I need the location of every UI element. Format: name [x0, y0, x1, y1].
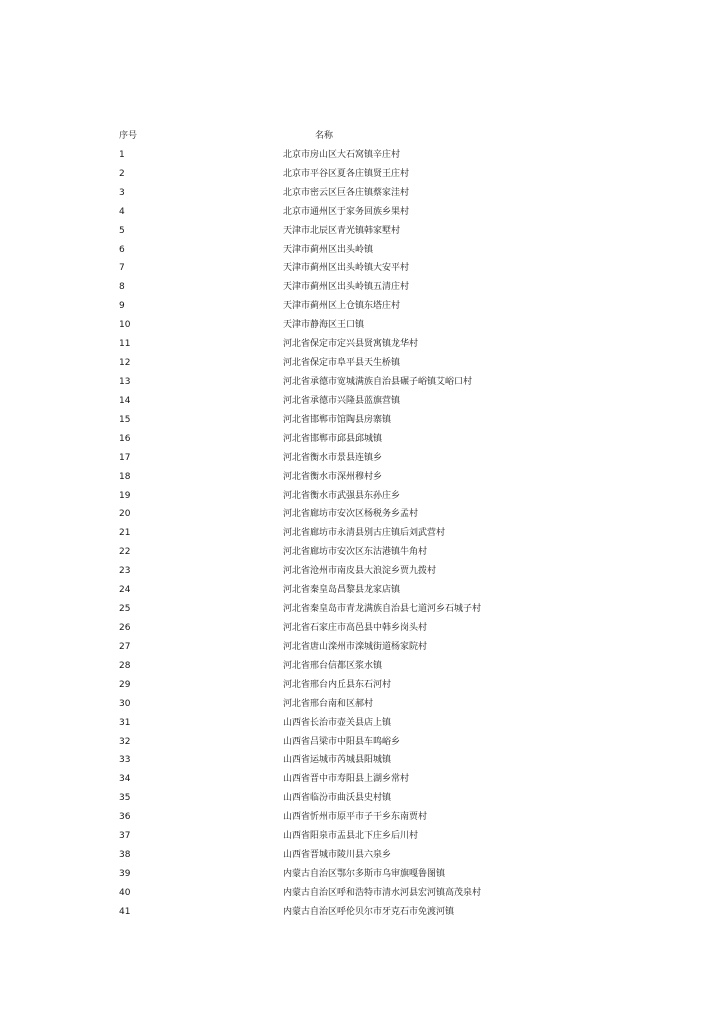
- row-seq: 8: [119, 282, 125, 293]
- table-row: [119, 146, 599, 165]
- row-name: 山西省长治市壶关县店上镇: [283, 717, 392, 728]
- row-name: 河北省秦皇岛昌黎县龙家店镇: [283, 585, 401, 596]
- table-row: [119, 335, 599, 354]
- table-row: [119, 505, 599, 524]
- row-seq: 10: [119, 320, 131, 331]
- row-name: 河北省邢台内丘县东石河村: [283, 679, 392, 690]
- row-seq: 20: [119, 509, 131, 520]
- table-row: [119, 449, 599, 468]
- table-row: [119, 846, 599, 865]
- row-name: 北京市通州区于家务回族乡果村: [283, 206, 410, 217]
- row-name: 河北省石家庄市高邑县中韩乡岗头村: [283, 622, 428, 633]
- row-seq: 19: [119, 490, 131, 501]
- row-name: 山西省忻州市原平市子干乡东南贾村: [283, 812, 428, 823]
- row-name: 河北省邢台信都区浆水镇: [283, 660, 383, 671]
- row-seq: 11: [119, 339, 131, 350]
- table-row: [119, 657, 599, 676]
- row-seq: 28: [119, 660, 131, 671]
- header-seq: 序号: [119, 131, 138, 141]
- table-row: [119, 468, 599, 487]
- table-row: [119, 165, 599, 184]
- row-seq: 32: [119, 736, 131, 747]
- row-seq: 30: [119, 698, 131, 709]
- row-seq: 16: [119, 433, 131, 444]
- row-seq: 38: [119, 850, 131, 861]
- row-name: 内蒙古自治区鄂尔多斯市乌审旗嘎鲁图镇: [283, 868, 446, 879]
- table-row: [119, 354, 599, 373]
- table-row: [119, 581, 599, 600]
- row-seq: 5: [119, 225, 125, 236]
- row-seq: 22: [119, 547, 131, 558]
- table-row: [119, 751, 599, 770]
- row-seq: 1: [119, 149, 125, 160]
- table-row: [119, 600, 599, 619]
- table-row: [119, 827, 599, 846]
- row-name: 山西省吕梁市中阳县车鸣峪乡: [283, 736, 401, 747]
- row-seq: 26: [119, 622, 131, 633]
- row-seq: 40: [119, 887, 131, 898]
- row-seq: 3: [119, 187, 125, 198]
- row-seq: 2: [119, 168, 125, 179]
- row-name: 山西省晋城市陵川县六泉乡: [283, 850, 392, 861]
- row-seq: 7: [119, 263, 125, 274]
- table-body: [119, 146, 599, 922]
- row-name: 北京市密云区巨各庄镇蔡家洼村: [283, 187, 410, 198]
- table-row: [119, 430, 599, 449]
- row-seq: 27: [119, 641, 131, 652]
- row-name: 河北省廊坊市安次区东沽港镇牛角村: [283, 547, 428, 558]
- row-name: 河北省唐山滦州市滦城街道杨家院村: [283, 641, 428, 652]
- table-row: [119, 543, 599, 562]
- row-name: 河北省衡水市武强县东孙庄乡: [283, 490, 401, 501]
- row-seq: 12: [119, 358, 131, 369]
- row-name: 河北省廊坊市永清县别古庄镇后刘武营村: [283, 528, 446, 539]
- row-name: 河北省沧州市南皮县大浪淀乡贾九拨村: [283, 566, 437, 577]
- row-name: 天津市蓟州区出头岭镇: [283, 244, 374, 255]
- row-seq: 41: [119, 906, 131, 917]
- row-name: 天津市北辰区青光镇韩家墅村: [283, 225, 401, 236]
- table-row: [119, 865, 599, 884]
- row-name: 天津市蓟州区出头岭镇五清庄村: [283, 282, 410, 293]
- row-name: 内蒙古自治区呼和浩特市清水河县宏河镇高茂泉村: [283, 887, 482, 898]
- row-name: 山西省晋中市寿阳县上湖乡常村: [283, 774, 410, 785]
- table-row: [119, 619, 599, 638]
- row-seq: 34: [119, 774, 131, 785]
- row-seq: 14: [119, 395, 131, 406]
- row-name: 天津市静海区王口镇: [283, 320, 365, 331]
- row-seq: 31: [119, 717, 131, 728]
- header-name: 名称: [315, 131, 334, 141]
- table-header: [119, 127, 599, 146]
- table-row: [119, 884, 599, 903]
- row-name: 河北省邯郸市馆陶县房寨镇: [283, 414, 392, 425]
- row-seq: 17: [119, 452, 131, 463]
- row-name: 天津市蓟州区出头岭镇大安平村: [283, 263, 410, 274]
- row-seq: 6: [119, 244, 125, 255]
- table-row: [119, 487, 599, 506]
- table-row: [119, 184, 599, 203]
- table-row: [119, 903, 599, 922]
- row-name: 河北省衡水市景县连镇乡: [283, 452, 383, 463]
- table-row: [119, 373, 599, 392]
- table-row: [119, 808, 599, 827]
- row-seq: 4: [119, 206, 125, 217]
- row-seq: 36: [119, 812, 131, 823]
- row-seq: 25: [119, 604, 131, 615]
- row-name: 内蒙古自治区呼伦贝尔市牙克石市免渡河镇: [283, 906, 455, 917]
- row-seq: 21: [119, 528, 131, 539]
- row-seq: 13: [119, 376, 131, 387]
- table-row: [119, 297, 599, 316]
- row-name: 天津市蓟州区上仓镇东塔庄村: [283, 301, 401, 312]
- row-name: 河北省邯郸市邱县邱城镇: [283, 433, 383, 444]
- row-seq: 18: [119, 471, 131, 482]
- row-name: 河北省邢台南和区郝村: [283, 698, 374, 709]
- row-name: 河北省保定市阜平县天生桥镇: [283, 358, 401, 369]
- row-seq: 15: [119, 414, 131, 425]
- row-seq: 39: [119, 868, 131, 879]
- row-seq: 37: [119, 831, 131, 842]
- table-row: [119, 638, 599, 657]
- row-name: 河北省秦皇岛市青龙满族自治县七道河乡石城子村: [283, 604, 482, 615]
- table-row: [119, 278, 599, 297]
- row-name: 河北省承德市兴隆县蓝旗营镇: [283, 395, 401, 406]
- table-row: [119, 770, 599, 789]
- row-name: 河北省保定市定兴县贤寓镇龙华村: [283, 339, 419, 350]
- table-row: [119, 524, 599, 543]
- table-row: [119, 695, 599, 714]
- table-row: [119, 562, 599, 581]
- table-row: [119, 733, 599, 752]
- row-name: 北京市平谷区夏各庄镇贤王庄村: [283, 168, 410, 179]
- row-name: 山西省运城市芮城县阳城镇: [283, 755, 392, 766]
- row-seq: 9: [119, 301, 125, 312]
- table-row: [119, 316, 599, 335]
- row-name: 河北省承德市宽城满族自治县碾子峪镇艾峪口村: [283, 376, 473, 387]
- row-seq: 33: [119, 755, 131, 766]
- row-name: 北京市房山区大石窝镇辛庄村: [283, 149, 401, 160]
- table-row: [119, 203, 599, 222]
- row-name: 河北省衡水市深州穆村乡: [283, 471, 383, 482]
- row-name: 山西省阳泉市盂县北下庄乡后川村: [283, 831, 419, 842]
- village-list-table: [119, 127, 599, 922]
- row-seq: 24: [119, 585, 131, 596]
- row-seq: 29: [119, 679, 131, 690]
- table-row: [119, 222, 599, 241]
- table-row: [119, 241, 599, 260]
- row-name: 山西省临汾市曲沃县史村镇: [283, 793, 392, 804]
- row-name: 河北省廊坊市安次区杨税务乡孟村: [283, 509, 419, 520]
- table-row: [119, 789, 599, 808]
- table-row: [119, 392, 599, 411]
- table-row: [119, 259, 599, 278]
- row-seq: 23: [119, 566, 131, 577]
- table-row: [119, 411, 599, 430]
- table-row: [119, 676, 599, 695]
- table-row: [119, 714, 599, 733]
- row-seq: 35: [119, 793, 131, 804]
